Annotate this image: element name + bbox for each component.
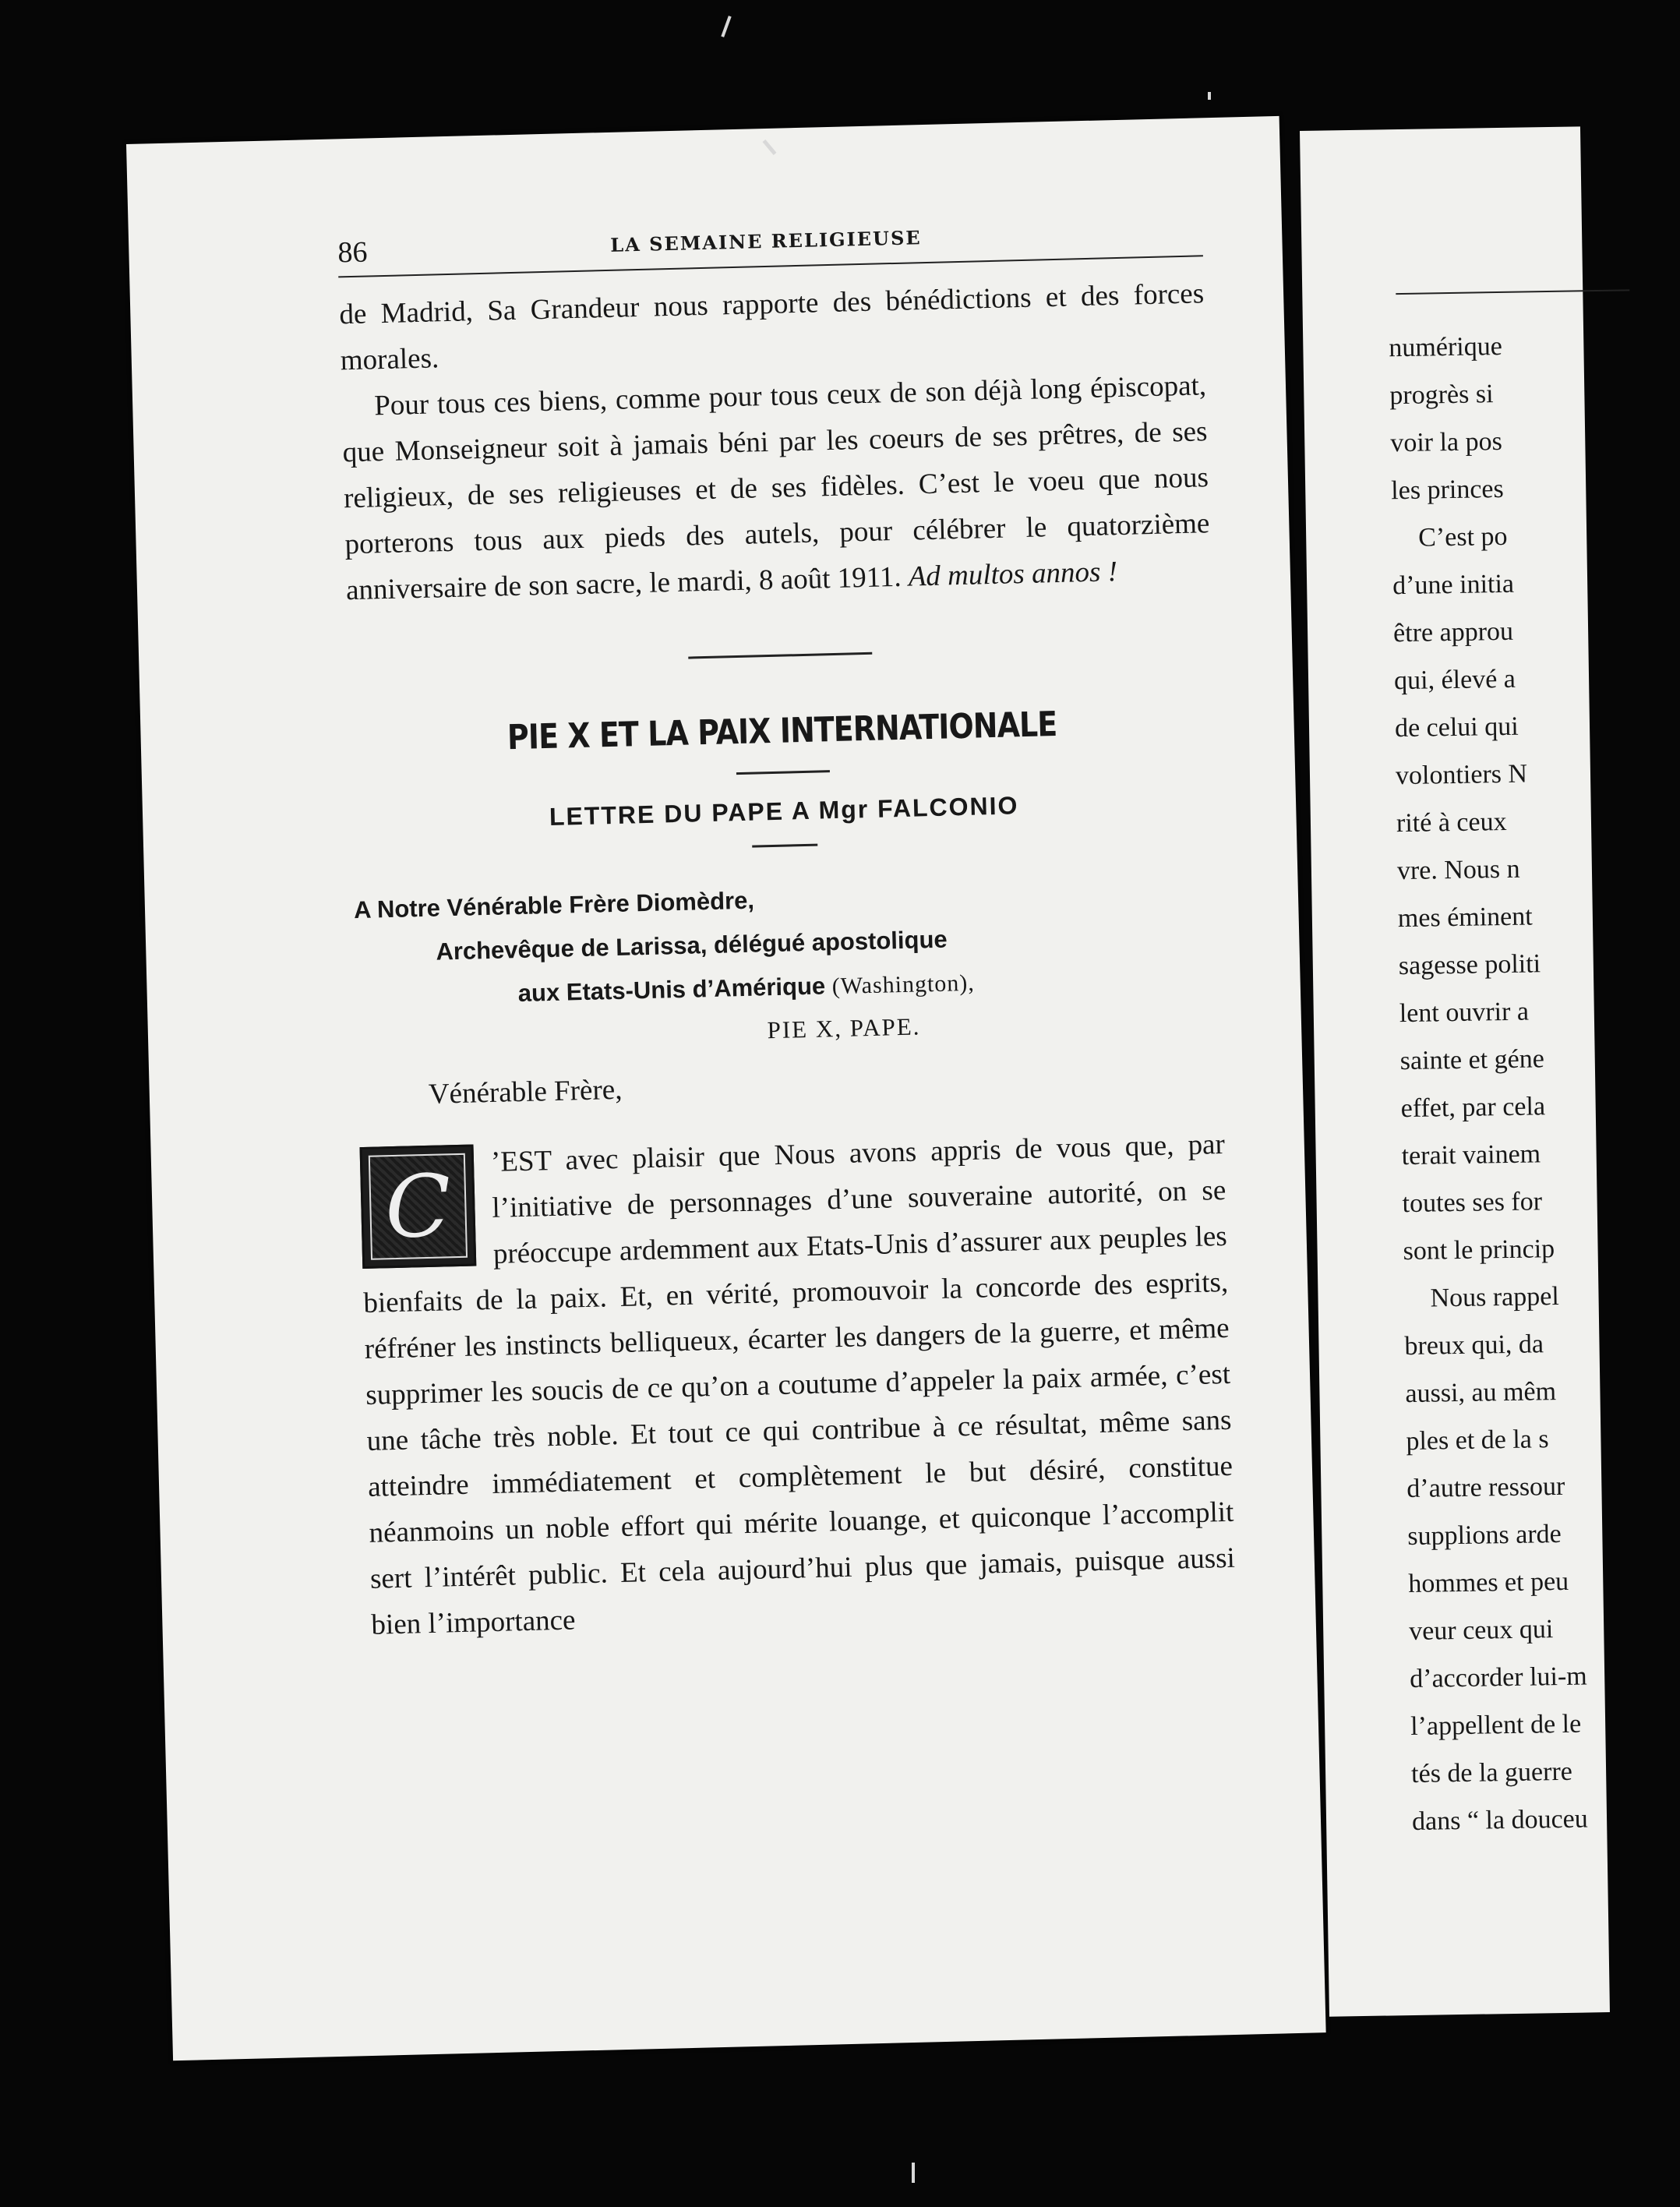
paragraph-wishes-text: Pour tous ces biens, comme pour tous ceux de son déjà long épiscopat, que Monseigneur soit à jamais béni par les coeurs de ses prêtres, de ses religieux, de ses religieuses et de ses fidèles. C’est le voeu que nous porterons tous aux pieds des autels, pour célébrer le quatorzième anniversaire de son sacre, le mardi, 8 août 1911.	[342, 369, 1210, 607]
page-header	[337, 203, 1203, 271]
right-page-line: l’appellent de le	[1410, 1709, 1582, 1742]
right-page-line: dans “ la douceu	[1411, 1804, 1588, 1837]
right-page-line: lent ouvrir a	[1399, 997, 1530, 1029]
dropcap-ornament	[369, 1153, 468, 1260]
right-page-line: sainte et géne	[1399, 1044, 1545, 1076]
signature: PIE X, PAPE.	[767, 1012, 921, 1044]
right-page-line: les princes	[1390, 474, 1504, 506]
right-page-line: terait vainem	[1401, 1139, 1541, 1171]
right-page-line: effet, par cela	[1400, 1092, 1546, 1124]
dropcap-letter: C	[383, 1156, 453, 1258]
right-page-line: d’autre ressour	[1406, 1471, 1565, 1504]
right-page-line: qui, élevé a	[1393, 664, 1516, 696]
right-page-line: Nous rappel	[1430, 1281, 1560, 1313]
paragraph-intro: de Madrid, Sa Grandeur nous rapporte des bénédictions et des forces morales.	[338, 277, 1205, 377]
right-page-line: voir la pos	[1390, 426, 1503, 458]
ornamental-dropcap	[360, 1144, 477, 1269]
right-page-line: numérique	[1389, 331, 1503, 363]
article-title: PIE X ET LA PAIX INTERNATIONALE	[506, 704, 1057, 758]
right-page-text	[1389, 320, 1678, 1845]
right-page-line: de celui qui	[1394, 712, 1519, 743]
right-page-line: aussi, au mêm	[1405, 1377, 1557, 1409]
right-page-line: être approu	[1392, 616, 1514, 648]
address-line-3-text: aux Etats-Unis d’Amérique	[517, 972, 826, 1008]
title-rule	[736, 770, 830, 775]
scan-speck	[912, 2163, 915, 2183]
right-page-line: sagesse politi	[1398, 949, 1541, 981]
subtitle-rule	[752, 844, 817, 848]
address-line-1: A Notre Vénérable Frère Diomèdre,	[353, 886, 755, 924]
ad-multos-annos: Ad multos annos !	[908, 556, 1118, 593]
right-header-rule	[1396, 289, 1629, 295]
address-city: (Washington),	[831, 969, 976, 1000]
scan-speck	[1208, 92, 1211, 100]
left-page-content	[337, 203, 1237, 1648]
right-page-line: d’accorder lui-m	[1409, 1661, 1587, 1694]
right-page-line: C’est po	[1417, 521, 1508, 553]
right-page-line: veur ceux qui	[1408, 1615, 1554, 1647]
address-block	[353, 867, 1221, 1020]
running-head: LA SEMAINE RELIGIEUSE	[609, 226, 922, 256]
right-page-line: mes éminent	[1397, 902, 1533, 934]
page-number: 86	[337, 235, 368, 270]
right-page-line: vre. Nous n	[1396, 854, 1520, 886]
letter-body	[359, 1121, 1237, 1648]
paragraph-wishes	[341, 362, 1212, 613]
left-page	[126, 116, 1326, 2060]
right-page-line: sont le princip	[1403, 1234, 1555, 1266]
right-page-line: d’une initia	[1392, 569, 1515, 601]
section-separator	[688, 652, 872, 659]
scan-speck	[721, 16, 731, 37]
right-page-line: tés de la guerre	[1410, 1757, 1573, 1789]
right-page-line: supplions arde	[1407, 1519, 1562, 1552]
right-page-line: ples et de la s	[1406, 1425, 1549, 1457]
right-page-line: rité à ceux	[1396, 807, 1507, 839]
salutation: Vénérable Frère,	[428, 1073, 623, 1111]
right-page-line: volontiers N	[1395, 759, 1528, 791]
address-line-2: Archevêque de Larissa, délégué apostolique	[436, 925, 948, 966]
article-subtitle: LETTRE DU PAPE A Mgr FALCONIO	[549, 791, 1019, 831]
right-page-line: progrès si	[1389, 380, 1494, 411]
right-page-line: toutes ses for	[1402, 1187, 1543, 1219]
letter-text: ’EST avec plaisir que Nous avons appris de vous que, par l’initiative de personnages d’une souveraine autorité, on se préoccupe ardemment aux Etats-Unis d’assurer aux peuples les bienfaits de la paix. Et, en vérité, promouvoir la concorde des esprits, réfréner les instincts belliqueux, écarter les dangers de la guerre, et même supprimer les soucis de ce qu’on a coutume d’appeler la paix armée, c’est une tâche très noble. Et tout ce qui contribue à ce résultat, même sans atteindre immédiatement et complètement le but désiré, constitue néanmoins un noble effort qui mérite louange, et quiconque l’accomplit sert l’intérêt public. Et cela aujourd’hui plus que jamais, puisque aussi bien l’importance	[362, 1128, 1236, 1641]
right-page-line: hommes et peu	[1408, 1566, 1569, 1599]
right-page-line: breux qui, da	[1404, 1329, 1544, 1361]
right-page	[1300, 126, 1610, 2016]
